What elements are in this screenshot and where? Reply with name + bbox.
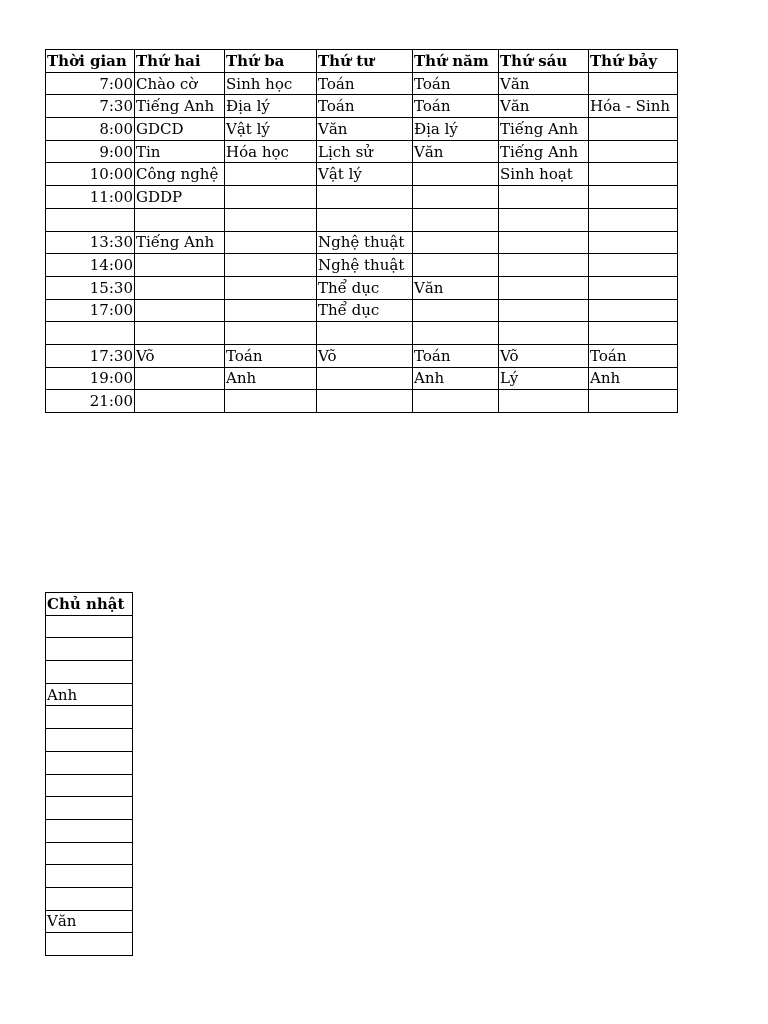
cell-monday: Công nghệ <box>135 163 225 186</box>
cell-thursday <box>413 231 499 254</box>
cell-friday <box>499 390 589 413</box>
cell-monday <box>135 299 225 322</box>
cell-monday: Chào cờ <box>135 72 225 95</box>
table-row <box>46 186 678 209</box>
cell-sunday <box>46 751 133 774</box>
cell-wednesday: Vật lý <box>317 163 413 186</box>
table-row <box>46 751 133 774</box>
table-row <box>46 299 678 322</box>
cell-wednesday: Toán <box>317 72 413 95</box>
table-row <box>46 72 678 95</box>
cell-saturday <box>589 163 678 186</box>
cell-friday <box>499 254 589 277</box>
cell-saturday <box>589 72 678 95</box>
cell-thursday <box>413 186 499 209</box>
time-cell: 9:00 <box>46 140 135 163</box>
cell-wednesday: Thể dục <box>317 276 413 299</box>
time-cell: 7:30 <box>46 95 135 118</box>
cell-thursday <box>413 322 499 345</box>
cell-saturday <box>589 276 678 299</box>
cell-saturday <box>589 390 678 413</box>
cell-saturday: Anh <box>589 367 678 390</box>
table-row <box>46 661 133 684</box>
table-row <box>46 276 678 299</box>
cell-saturday <box>589 140 678 163</box>
table-row <box>46 140 678 163</box>
cell-thursday: Văn <box>413 140 499 163</box>
header-monday: Thứ hai <box>135 50 225 73</box>
time-cell: 15:30 <box>46 276 135 299</box>
cell-friday <box>499 276 589 299</box>
header-friday: Thứ sáu <box>499 50 589 73</box>
cell-thursday <box>413 299 499 322</box>
cell-sunday <box>46 933 133 956</box>
cell-thursday <box>413 390 499 413</box>
time-cell: 19:00 <box>46 367 135 390</box>
time-cell: 17:00 <box>46 299 135 322</box>
header-tuesday: Thứ ba <box>225 50 317 73</box>
cell-monday <box>135 254 225 277</box>
cell-monday: Tin <box>135 140 225 163</box>
weekly-timetable <box>45 49 678 413</box>
cell-monday: Tiếng Anh <box>135 231 225 254</box>
cell-wednesday: Toán <box>317 95 413 118</box>
table-row <box>46 231 678 254</box>
cell-friday <box>499 322 589 345</box>
table-row <box>46 842 133 865</box>
cell-monday: Võ <box>135 344 225 367</box>
table-row <box>46 615 133 638</box>
time-cell: 14:00 <box>46 254 135 277</box>
header-saturday: Thứ bảy <box>589 50 678 73</box>
cell-sunday <box>46 819 133 842</box>
cell-friday: Tiếng Anh <box>499 118 589 141</box>
cell-wednesday <box>317 186 413 209</box>
cell-friday: Văn <box>499 95 589 118</box>
cell-tuesday: Vật lý <box>225 118 317 141</box>
sunday-timetable <box>45 592 133 956</box>
table-row <box>46 887 133 910</box>
cell-wednesday <box>317 322 413 345</box>
cell-saturday <box>589 254 678 277</box>
cell-monday <box>135 208 225 231</box>
cell-sunday <box>46 865 133 888</box>
time-cell <box>46 322 135 345</box>
cell-sunday: Văn <box>46 910 133 933</box>
cell-monday <box>135 390 225 413</box>
header-time: Thời gian <box>46 50 135 73</box>
cell-tuesday <box>225 390 317 413</box>
cell-saturday <box>589 186 678 209</box>
time-cell: 7:00 <box>46 72 135 95</box>
cell-tuesday: Địa lý <box>225 95 317 118</box>
cell-wednesday <box>317 367 413 390</box>
cell-tuesday <box>225 322 317 345</box>
table-row <box>46 865 133 888</box>
cell-tuesday <box>225 208 317 231</box>
cell-friday <box>499 231 589 254</box>
cell-wednesday: Thể dục <box>317 299 413 322</box>
cell-thursday: Toán <box>413 344 499 367</box>
cell-wednesday: Nghệ thuật <box>317 254 413 277</box>
cell-sunday <box>46 797 133 820</box>
cell-saturday: Toán <box>589 344 678 367</box>
cell-thursday: Địa lý <box>413 118 499 141</box>
header-row <box>46 50 678 73</box>
table-row <box>46 322 678 345</box>
cell-thursday <box>413 254 499 277</box>
cell-sunday <box>46 774 133 797</box>
cell-tuesday: Sinh học <box>225 72 317 95</box>
cell-friday <box>499 186 589 209</box>
cell-monday <box>135 322 225 345</box>
table-row <box>46 163 678 186</box>
cell-saturday <box>589 208 678 231</box>
cell-saturday <box>589 299 678 322</box>
cell-tuesday <box>225 299 317 322</box>
cell-saturday <box>589 231 678 254</box>
table-row <box>46 390 678 413</box>
cell-thursday: Anh <box>413 367 499 390</box>
table-row <box>46 638 133 661</box>
table-row <box>46 344 678 367</box>
cell-sunday <box>46 887 133 910</box>
table-row <box>46 95 678 118</box>
table-row <box>46 367 678 390</box>
time-cell: 13:30 <box>46 231 135 254</box>
cell-saturday <box>589 118 678 141</box>
cell-sunday <box>46 661 133 684</box>
cell-friday <box>499 299 589 322</box>
cell-saturday <box>589 322 678 345</box>
cell-tuesday <box>225 276 317 299</box>
time-cell: 11:00 <box>46 186 135 209</box>
cell-monday: GDDP <box>135 186 225 209</box>
cell-monday <box>135 367 225 390</box>
table-row <box>46 774 133 797</box>
time-cell: 17:30 <box>46 344 135 367</box>
sunday-header-row <box>46 593 133 616</box>
cell-tuesday <box>225 186 317 209</box>
cell-friday: Lý <box>499 367 589 390</box>
cell-wednesday: Lịch sử <box>317 140 413 163</box>
cell-wednesday: Nghệ thuật <box>317 231 413 254</box>
cell-saturday: Hóa - Sinh <box>589 95 678 118</box>
cell-tuesday: Anh <box>225 367 317 390</box>
cell-thursday <box>413 208 499 231</box>
cell-thursday: Toán <box>413 72 499 95</box>
table-row <box>46 118 678 141</box>
cell-friday: Tiếng Anh <box>499 140 589 163</box>
header-thursday: Thứ năm <box>413 50 499 73</box>
cell-sunday <box>46 842 133 865</box>
table-row <box>46 683 133 706</box>
cell-thursday: Văn <box>413 276 499 299</box>
cell-sunday <box>46 638 133 661</box>
table-row <box>46 819 133 842</box>
cell-tuesday <box>225 254 317 277</box>
cell-sunday <box>46 615 133 638</box>
table-row <box>46 797 133 820</box>
table-row <box>46 910 133 933</box>
cell-friday <box>499 208 589 231</box>
table-row <box>46 254 678 277</box>
time-cell <box>46 208 135 231</box>
time-cell: 10:00 <box>46 163 135 186</box>
cell-monday <box>135 276 225 299</box>
cell-monday: Tiếng Anh <box>135 95 225 118</box>
cell-sunday: Anh <box>46 683 133 706</box>
cell-friday: Sinh hoạt <box>499 163 589 186</box>
cell-monday: GDCD <box>135 118 225 141</box>
cell-thursday <box>413 163 499 186</box>
table-row <box>46 706 133 729</box>
cell-sunday <box>46 706 133 729</box>
cell-wednesday <box>317 390 413 413</box>
cell-wednesday: Võ <box>317 344 413 367</box>
cell-friday: Võ <box>499 344 589 367</box>
cell-tuesday <box>225 231 317 254</box>
cell-thursday: Toán <box>413 95 499 118</box>
header-wednesday: Thứ tư <box>317 50 413 73</box>
cell-wednesday: Văn <box>317 118 413 141</box>
cell-tuesday: Toán <box>225 344 317 367</box>
table-row <box>46 208 678 231</box>
header-sunday: Chủ nhật <box>46 593 133 616</box>
cell-sunday <box>46 729 133 752</box>
time-cell: 8:00 <box>46 118 135 141</box>
cell-tuesday <box>225 163 317 186</box>
cell-tuesday: Hóa học <box>225 140 317 163</box>
cell-friday: Văn <box>499 72 589 95</box>
table-row <box>46 729 133 752</box>
cell-wednesday <box>317 208 413 231</box>
table-row <box>46 933 133 956</box>
time-cell: 21:00 <box>46 390 135 413</box>
